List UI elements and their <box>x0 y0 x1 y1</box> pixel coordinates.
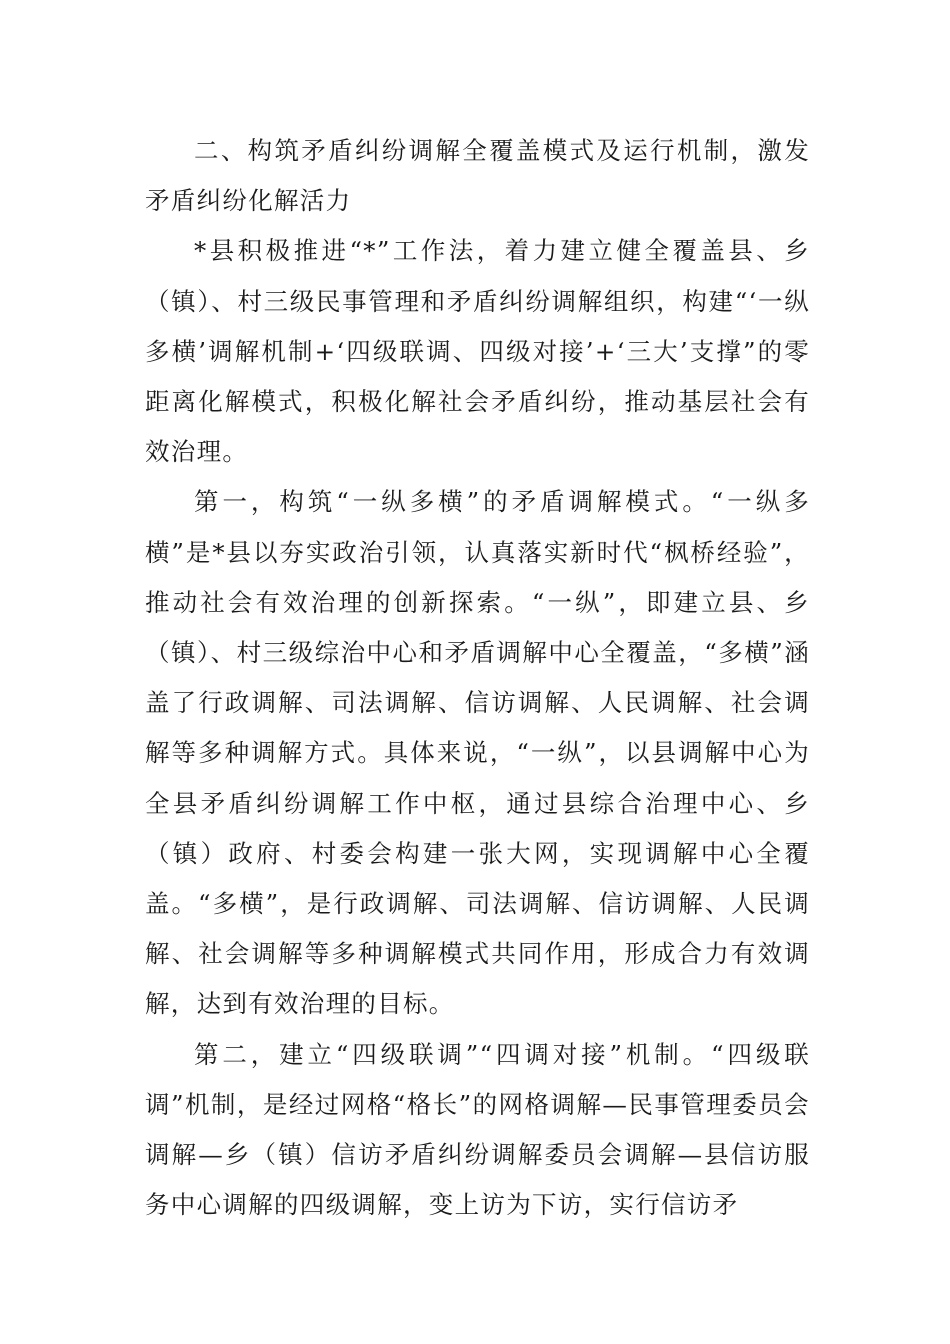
intro-paragraph: *县积极推进“*”工作法，着力建立健全覆盖县、乡（镇）、村三级民事管理和矛盾纠纷调解组织，构建“‘一纵多横’调解机制+‘四级联调、四级对接’+‘三大’支撑”的零距离化解模式，积极化解社会矛盾纠纷，推动基层社会有效治理。 <box>145 236 810 467</box>
document-body <box>145 126 810 1230</box>
paragraph-second-point: 第二，建立“四级联调”“四调对接”机制。“四级联调”机制，是经过网格“格长”的网格调解—民事管理委员会调解—乡（镇）信访矛盾纠纷调解委员会调解—县信访服务中心调解的四级调解，变上访为下访，实行信访矛 <box>145 1039 810 1220</box>
section-heading: 二、构筑矛盾纠纷调解全覆盖模式及运行机制，激发矛盾纠纷化解活力 <box>145 136 810 216</box>
paragraph-first-point: 第一，构筑“一纵多横”的矛盾调解模式。“一纵多横”是*县以夯实政治引领，认真落实新时代“枫桥经验”，推动社会有效治理的创新探索。“一纵”，即建立县、乡（镇）、村三级综治中心和矛盾调解中心全覆盖，“多横”涵盖了行政调解、司法调解、信访调解、人民调解、社会调解等多种调解方式。具体来说，“一纵”，以县调解中心为全县矛盾纠纷调解工作中枢，通过县综合治理中心、乡（镇）政府、村委会构建一张大网，实现调解中心全覆盖。“多横”，是行政调解、司法调解、信访调解、人民调解、社会调解等多种调解模式共同作用，形成合力有效调解，达到有效治理的目标。 <box>145 487 810 1019</box>
